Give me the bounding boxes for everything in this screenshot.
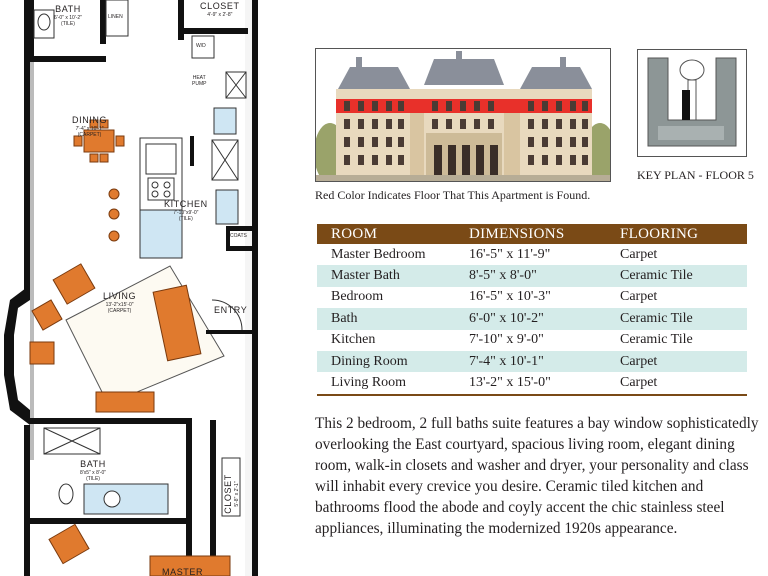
room-label-master [162, 568, 203, 576]
cell-room: Master Bath [317, 265, 455, 286]
room-dimensions: 7'-4" x 10'-1" [75, 126, 104, 132]
room-flooring: (TILE) [61, 21, 75, 27]
room-name: CLOSET [222, 474, 233, 514]
column-header-dimensions: DIMENSIONS [455, 224, 606, 244]
suite-description: This 2 bedroom, 2 full baths suite features a bay window sophisticatedly overlooking the East courtyard, spacious living room, elegant dining room, walk-in closets and washer and dryer, your personality and class will inhabit every crevice you desire. Ceramic tiled kitchen and bathrooms flood the abode and coyly accent the chic stainless steel appliances, illuminating the modernized 1920s appearance. [315, 415, 759, 537]
room-flooring: (TILE) [178, 216, 193, 222]
key-plan-label: KEY PLAN - FLOOR 5 [637, 168, 754, 182]
table-row [317, 244, 747, 265]
cell-flooring: Ceramic Tile [606, 265, 747, 286]
cell-room: Bedroom [331, 289, 384, 305]
building-elevation [315, 48, 611, 182]
room-label-bath-top [54, 5, 82, 27]
table-row [317, 287, 747, 308]
table-row [317, 265, 747, 286]
room-dimensions: 6'-0" x 10'-2" [54, 15, 82, 21]
cell-dimensions: 7'-4" x 10'-1" [455, 351, 606, 372]
room-name: LIVING [103, 291, 137, 301]
room-name: DINING [72, 115, 108, 125]
cell-flooring: Carpet [620, 289, 658, 305]
key-plan-drawing [638, 50, 746, 156]
entry-label [214, 306, 247, 315]
cell-room: Master Bedroom [331, 246, 426, 262]
room-dimensions: 4'-9" x 2'-8" [207, 12, 233, 18]
table-row [317, 351, 747, 372]
heat-pump-label: HEAT PUMP [192, 75, 207, 87]
room-label-dining [72, 116, 107, 138]
room-label-kitchen [164, 200, 208, 222]
room-flooring: (CARPET) [107, 308, 132, 314]
cell-flooring: Ceramic Tile [606, 308, 747, 329]
room-flooring: (CARPET) [77, 132, 102, 138]
cell-dimensions: 16'-5" x 10'-3" [469, 289, 551, 305]
cell-flooring: Carpet [606, 372, 747, 394]
room-label-closet-top [200, 2, 240, 18]
table-header-row [317, 224, 747, 244]
key-plan [637, 49, 747, 157]
table-row [317, 372, 747, 394]
cell-dimensions: 13'-2" x 15'-0" [455, 372, 606, 394]
room-name: ENTRY [214, 305, 248, 315]
column-header-room: ROOM [317, 224, 455, 244]
cell-dimensions: 8'-5" x 8'-0" [455, 265, 606, 286]
elevation-caption: Red Color Indicates Floor That This Apartment is Found. [315, 188, 591, 202]
column-header-flooring: FLOORING [606, 224, 747, 244]
room-name: BATH [55, 4, 81, 14]
cell-dimensions: 6'-0" x 10'-2" [455, 308, 606, 329]
room-dimensions: 7'-10"x9'-0" [173, 210, 199, 216]
room-dimensions-table [317, 224, 747, 396]
coats-label: COATS [230, 233, 247, 239]
washer-dryer-label: W/D [196, 43, 206, 49]
cell-room: Living Room [317, 372, 455, 394]
room-label-closet-bottom [224, 474, 240, 514]
room-name: BATH [80, 459, 106, 469]
room-label-bath-bottom [80, 460, 106, 482]
cell-dimensions: 16'-5" x 11'-9" [469, 246, 551, 262]
cell-flooring: Carpet [620, 246, 658, 262]
cell-flooring: Carpet [606, 351, 747, 372]
room-name: KITCHEN [164, 199, 208, 209]
table-row [317, 308, 747, 329]
linen-label: LINEN [108, 14, 123, 20]
room-dimensions: 8'x5" x 8'-0" [80, 470, 107, 476]
table-row [317, 330, 747, 351]
building-elevation-drawing [316, 49, 611, 182]
room-dimensions: 5'-8" x 2'-1" [233, 481, 240, 507]
room-name: CLOSET [200, 1, 240, 11]
room-label-living [103, 292, 136, 314]
room-name: MASTER [162, 567, 204, 576]
cell-room: Dining Room [317, 351, 455, 372]
cell-room: Bath [317, 308, 455, 329]
floor-plan [0, 0, 268, 576]
room-flooring: (TILE) [86, 476, 100, 482]
cell-dimensions: 7'-10" x 9'-0" [469, 332, 544, 348]
cell-room: Kitchen [331, 332, 376, 348]
cell-flooring: Ceramic Tile [620, 332, 693, 348]
room-dimensions: 13'-2"x15'-0" [105, 302, 134, 308]
